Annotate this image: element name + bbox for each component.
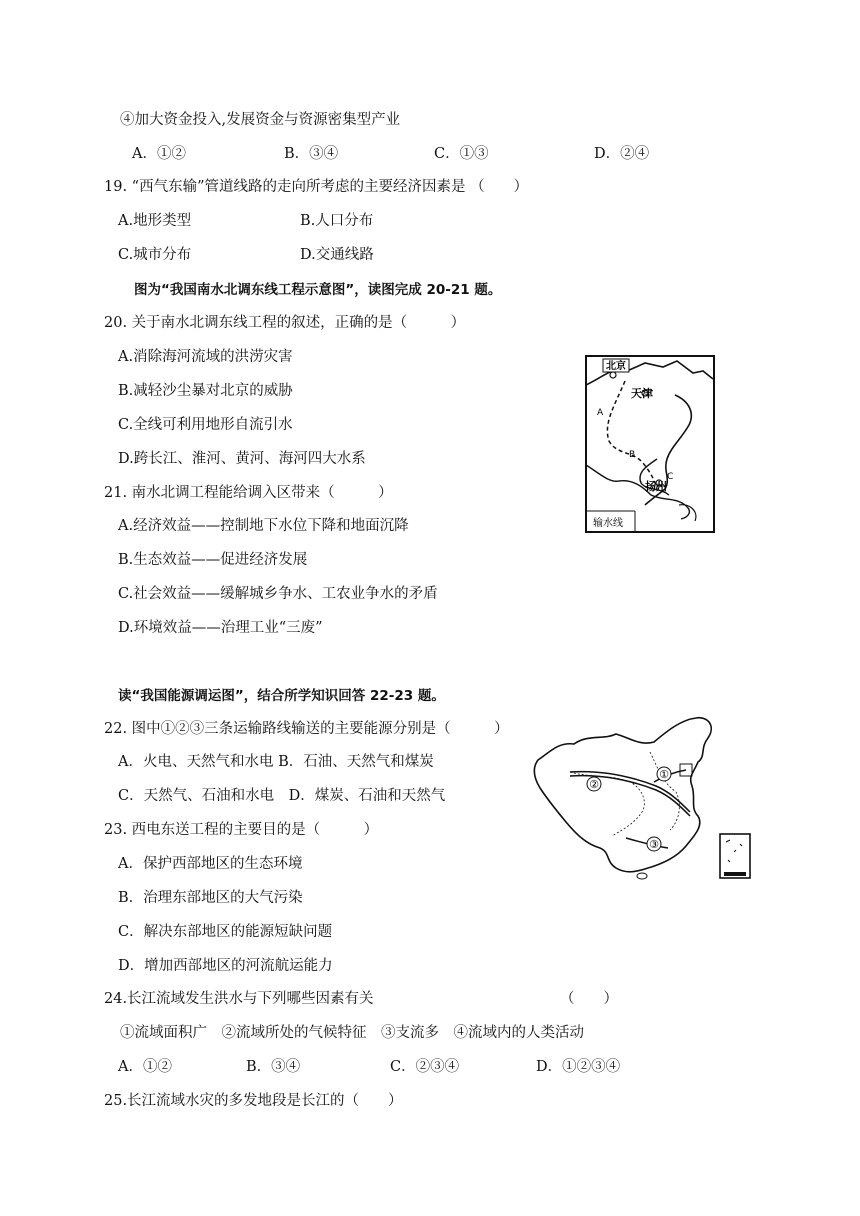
q23-choice-b: B．治理东部地区的大气污染	[118, 890, 303, 906]
q20-choice-c: C.全线可利用地形自流引水	[118, 417, 293, 433]
q23-choice-a: A．保护西部地区的生态环境	[118, 856, 303, 872]
route-label-b: B	[629, 450, 636, 460]
q20-stem: 20. 关于南水北调东线工程的叙述，正确的是（ ）	[104, 315, 466, 331]
route-label-c: C	[667, 472, 674, 482]
q24-stem: 24.长江流域发生洪水与下列哪些因素有关	[104, 991, 374, 1007]
q18-choice-a: A．①②	[132, 146, 186, 162]
q18-choice-d: D．②④	[594, 146, 650, 162]
route-label-a: A	[597, 408, 604, 418]
q21-choice-a: A.经济效益——控制地下水位下降和地面沉降	[118, 518, 409, 534]
q24-choice-d: D．①②③④	[536, 1059, 621, 1075]
q24-answer-blank: （ ）	[560, 991, 618, 1007]
q19-stem: 19. “西气东输”管道线路的走向所考虑的主要经济因素是 （ ）	[104, 179, 529, 195]
q21-stem: 21. 南水北调工程能给调入区带来（ ）	[104, 485, 393, 501]
beijing-marker	[610, 372, 616, 378]
q20-choice-a: A.消除海河流域的洪涝灾害	[118, 349, 293, 365]
intro-20-21: 图为“我国南水北调东线工程示意图”，读图完成 20-21 题。	[134, 282, 502, 298]
china-outline	[534, 718, 711, 872]
hainan-island	[637, 873, 647, 879]
q21-choice-b: B.生态效益——促进经济发展	[118, 552, 308, 568]
east-route-diversion-map	[585, 355, 715, 533]
q18-choice-b: B．③④	[284, 146, 339, 162]
route-2-label: ②	[589, 778, 599, 791]
q24-choice-c: C．②③④	[390, 1059, 460, 1075]
q24-choice-a: A．①②	[118, 1059, 172, 1075]
q19-choice-d: D.交通线路	[300, 247, 374, 263]
q19-choice-a: A.地形类型	[118, 213, 192, 229]
beijing-label: 北京	[606, 361, 626, 372]
tianjin-label: 天津	[631, 387, 653, 400]
q24-choice-b: B．③④	[246, 1059, 301, 1075]
q24-items: ①流域面积广 ②流域所处的气候特征 ③支流多 ④流域内的人类活动	[120, 1025, 584, 1041]
q21-choice-d: D.环境效益——治理工业“三废”	[118, 620, 323, 636]
q18-option-4: ④加大资金投入,发展资金与资源密集型产业	[120, 112, 401, 128]
q23-choice-d: D．增加西部地区的河流航运能力	[118, 958, 333, 974]
q20-choice-d: D.跨长江、淮河、黄河、海河四大水系	[118, 451, 366, 467]
q22-stem: 22. 图中①②③三条运输路线输送的主要能源分别是（ ）	[104, 721, 509, 737]
q23-stem: 23. 西电东送工程的主要目的是（ ）	[104, 822, 379, 838]
q19-choice-b: B.人口分布	[300, 213, 374, 229]
q21-choice-c: C.社会效益——缓解城乡争水、工农业争水的矛盾	[118, 586, 438, 602]
q22-choices-ab: A．火电、天然气和水电 B．石油、天然气和煤炭	[118, 754, 434, 770]
q25-stem: 25.长江流域水灾的多发地段是长江的（ ）	[104, 1093, 403, 1109]
q19-choice-c: C.城市分布	[118, 247, 192, 263]
q20-choice-b: B.减轻沙尘暴对北京的威胁	[118, 383, 293, 399]
route-1-label: ①	[659, 768, 669, 781]
intro-22-23: 读“我国能源调运图”，结合所学知识回答 22-23 题。	[118, 688, 445, 704]
south-china-sea-inset	[720, 834, 750, 878]
q23-choice-c: C．解决东部地区的能源短缺问题	[118, 924, 333, 940]
china-energy-transport-map	[530, 712, 752, 882]
q18-choice-c: C．①③	[434, 146, 489, 162]
inset-scale-bar	[724, 872, 746, 876]
legend-label: 输水线	[593, 518, 623, 529]
route-3-label: ③	[649, 838, 659, 851]
yangzhou-label: 扬州	[645, 480, 667, 493]
q22-choices-cd: C．天然气、石油和水电 D．煤炭、石油和天然气	[118, 788, 446, 804]
